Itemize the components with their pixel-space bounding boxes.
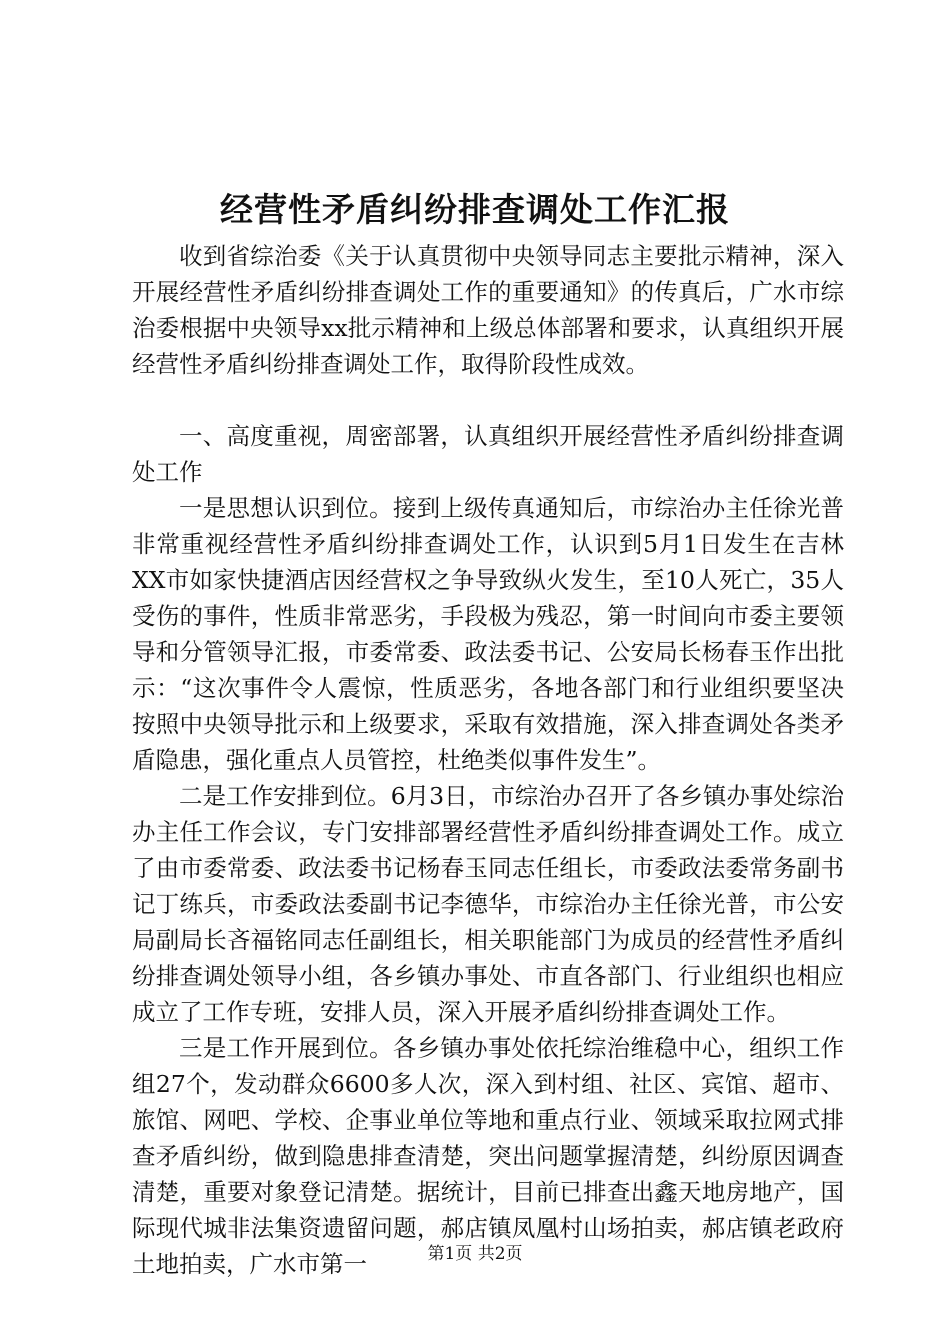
paragraph-item-3: 三是工作开展到位。各乡镇办事处依托综治维稳中心，组织工作组27个，发动群众6600多人次，深入到村组、社区、宾馆、超市、旅馆、网吧、学校、企事业单位等地和重点行业、领域采取拉网式排查矛盾纠纷，做到隐患排查清楚，突出问题掌握清楚，纠纷原因调查清楚，重要对象登记清楚。据统计，目前已排查出鑫天地房地产，国际现代城非法集资遗留问题，郝店镇凤凰村山场拍卖，郝店镇老政府土地拍卖，广水市第一 bbox=[132, 1034, 844, 1278]
document-title: 经营性矛盾纠纷排查调处工作汇报 bbox=[220, 190, 730, 229]
paragraph-item-2: 二是工作安排到位。6月3日，市综治办召开了各乡镇办事处综治办主任工作会议，专门安排部署经营性矛盾纠纷排查调处工作。成立了由市委常委、政法委书记杨春玉同志任组长，市委政法委常务副书记丁练兵，市委政法委副书记李德华，市综治办主任徐光普，市公安局副局长吝福铭同志任副组长，相关职能部门为成员的经营性矛盾纠纷排查调处领导小组，各乡镇办事处、市直各部门、行业组织也相应成立了工作专班，安排人员，深入开展矛盾纠纷排查调处工作。 bbox=[132, 782, 844, 1026]
paragraph-intro: 收到省综治委《关于认真贯彻中央领导同志主要批示精神，深入开展经营性矛盾纠纷排查调处工作的重要通知》的传真后，广水市综治委根据中央领导xx批示精神和上级总体部署和要求，认真组织开展经营性矛盾纠纷排查调处工作，取得阶段性成效。 bbox=[132, 242, 844, 378]
page-footer: 第1页 共2页 bbox=[427, 1244, 523, 1264]
paragraph-item-1: 一是思想认识到位。接到上级传真通知后，市综治办主任徐光普非常重视经营性矛盾纠纷排查调处工作，认识到5月1日发生在吉林XX市如家快捷酒店因经营权之争导致纵火发生，至10人死亡，35人受伤的事件，性质非常恶劣，手段极为残忍，第一时间向市委主要领导和分管领导汇报，市委常委、政法委书记、公安局长杨春玉作出批示：“这次事件令人震惊，性质恶劣，各地各部门和行业组织要坚决按照中央领导批示和上级要求，采取有效措施，深入排查调处各类矛盾隐患，强化重点人员管控，杜绝类似事件发生”。 bbox=[132, 494, 844, 774]
document-body bbox=[132, 238, 844, 1282]
section-heading: 一、高度重视，周密部署，认真组织开展经营性矛盾纠纷排查调处工作 bbox=[132, 422, 844, 486]
